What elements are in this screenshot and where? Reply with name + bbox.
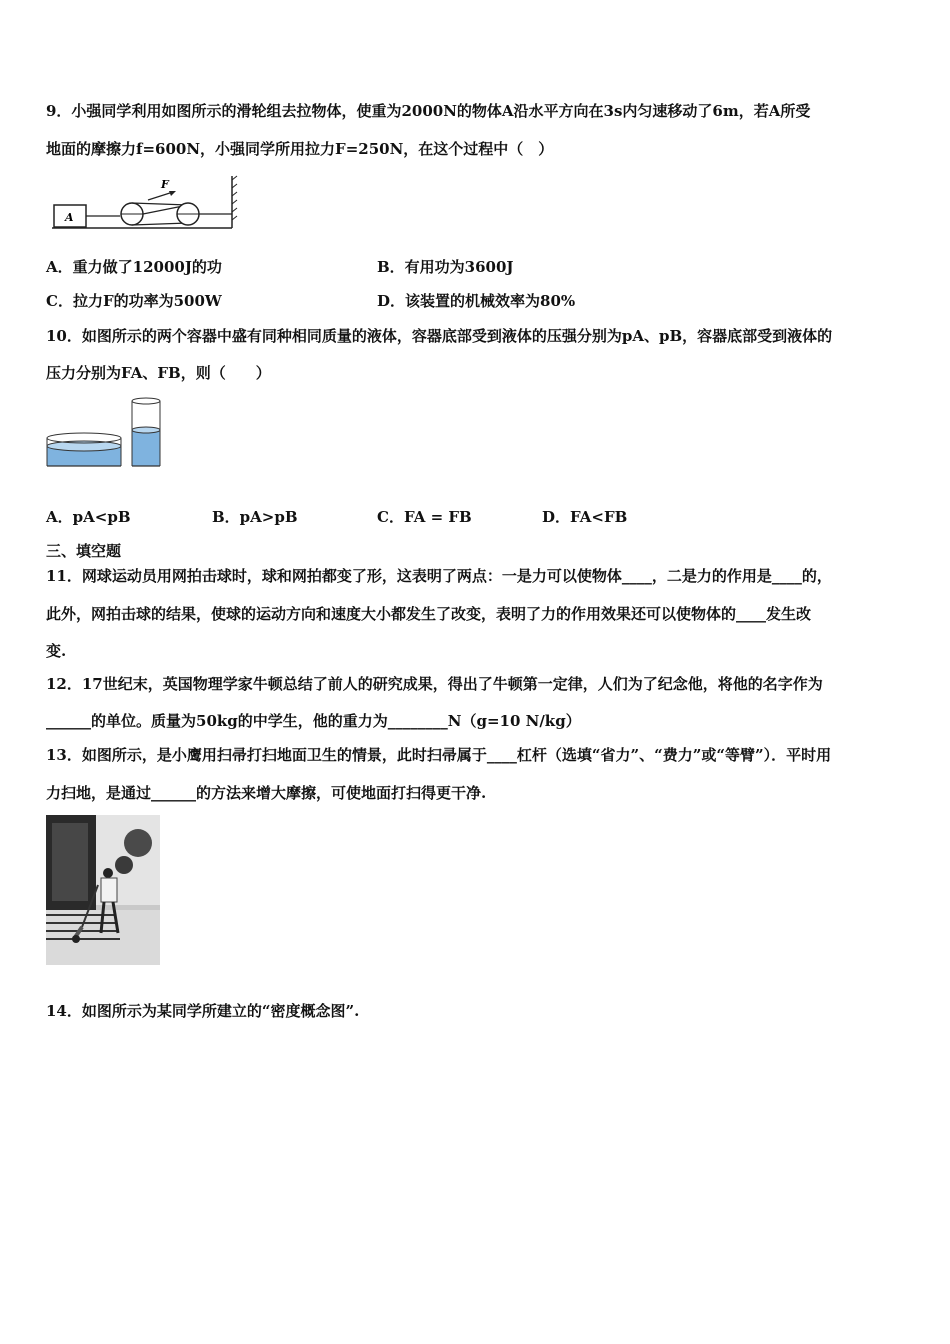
q10-option-d: D．FA<FB xyxy=(542,508,628,526)
q9-option-b: B．有用功为3600J xyxy=(377,258,514,276)
containers-figure xyxy=(44,394,168,472)
q9-option-c: C．拉力F的功率为500W xyxy=(46,292,222,310)
q13-line2: 力扫地，是通过______的方法来增大摩擦，可使地面打扫得更干净. xyxy=(46,784,487,802)
sweeping-photo xyxy=(46,815,160,965)
q9-line2: 地面的摩擦力f=600N，小强同学所用拉力F=250N，在这个过程中（ ） xyxy=(46,140,554,158)
force-arrow xyxy=(148,192,173,200)
q11-line3: 变. xyxy=(46,642,67,660)
q12-line2: ______的单位。质量为50kg的中学生，他的重力为________N（g=10 N/kg） xyxy=(46,712,581,730)
container-a xyxy=(47,433,121,466)
q9-option-a: A．重力做了12000J的功 xyxy=(46,258,222,276)
container-b xyxy=(132,398,160,466)
q14-line1: 14．如图所示为某同学所建立的“密度概念图”. xyxy=(46,1002,360,1020)
q10-option-c: C．FA = FB xyxy=(377,508,472,526)
block-a-label: A xyxy=(65,211,74,224)
force-label: F xyxy=(161,178,169,191)
q11-line1: 11．网球运动员用网拍击球时，球和网拍都变了形，这表明了两点：一是力可以使物体____，二是力的作用是____的， xyxy=(46,567,832,585)
q10-line1: 10．如图所示的两个容器中盛有同种相同质量的液体，容器底部受到液体的压强分别为pA、pB，容器底部受到液体的 xyxy=(46,327,833,345)
q12-line1: 12．17世纪末，英国物理学家牛顿总结了前人的研究成果，得出了牛顿第一定律，人们为了纪念他，将他的名字作为 xyxy=(46,675,823,693)
q9-option-d: D．该装置的机械效率为80% xyxy=(377,292,576,310)
q11-line2: 此外，网拍击球的结果，使球的运动方向和速度大小都发生了改变，表明了力的作用效果还可以使物体的____发生改 xyxy=(46,605,812,623)
q9-line1: 9．小强同学利用如图所示的滑轮组去拉物体，使重为2000N的物体A沿水平方向在3s内匀速移动了6m，若A所受 xyxy=(46,102,811,120)
pulley-figure xyxy=(48,172,238,232)
q13-line1: 13．如图所示，是小鹰用扫帚打扫地面卫生的情景，此时扫帚属于____杠杆（选填“省力”、“费力”或“等臂”）．平时用 xyxy=(46,746,832,764)
q10-line2: 压力分别为FA、FB，则（ ） xyxy=(46,364,271,382)
q10-option-b: B．pA>pB xyxy=(212,508,298,526)
section-heading: 三、填空题 xyxy=(46,542,122,560)
q10-option-a: A．pA<pB xyxy=(46,508,131,526)
